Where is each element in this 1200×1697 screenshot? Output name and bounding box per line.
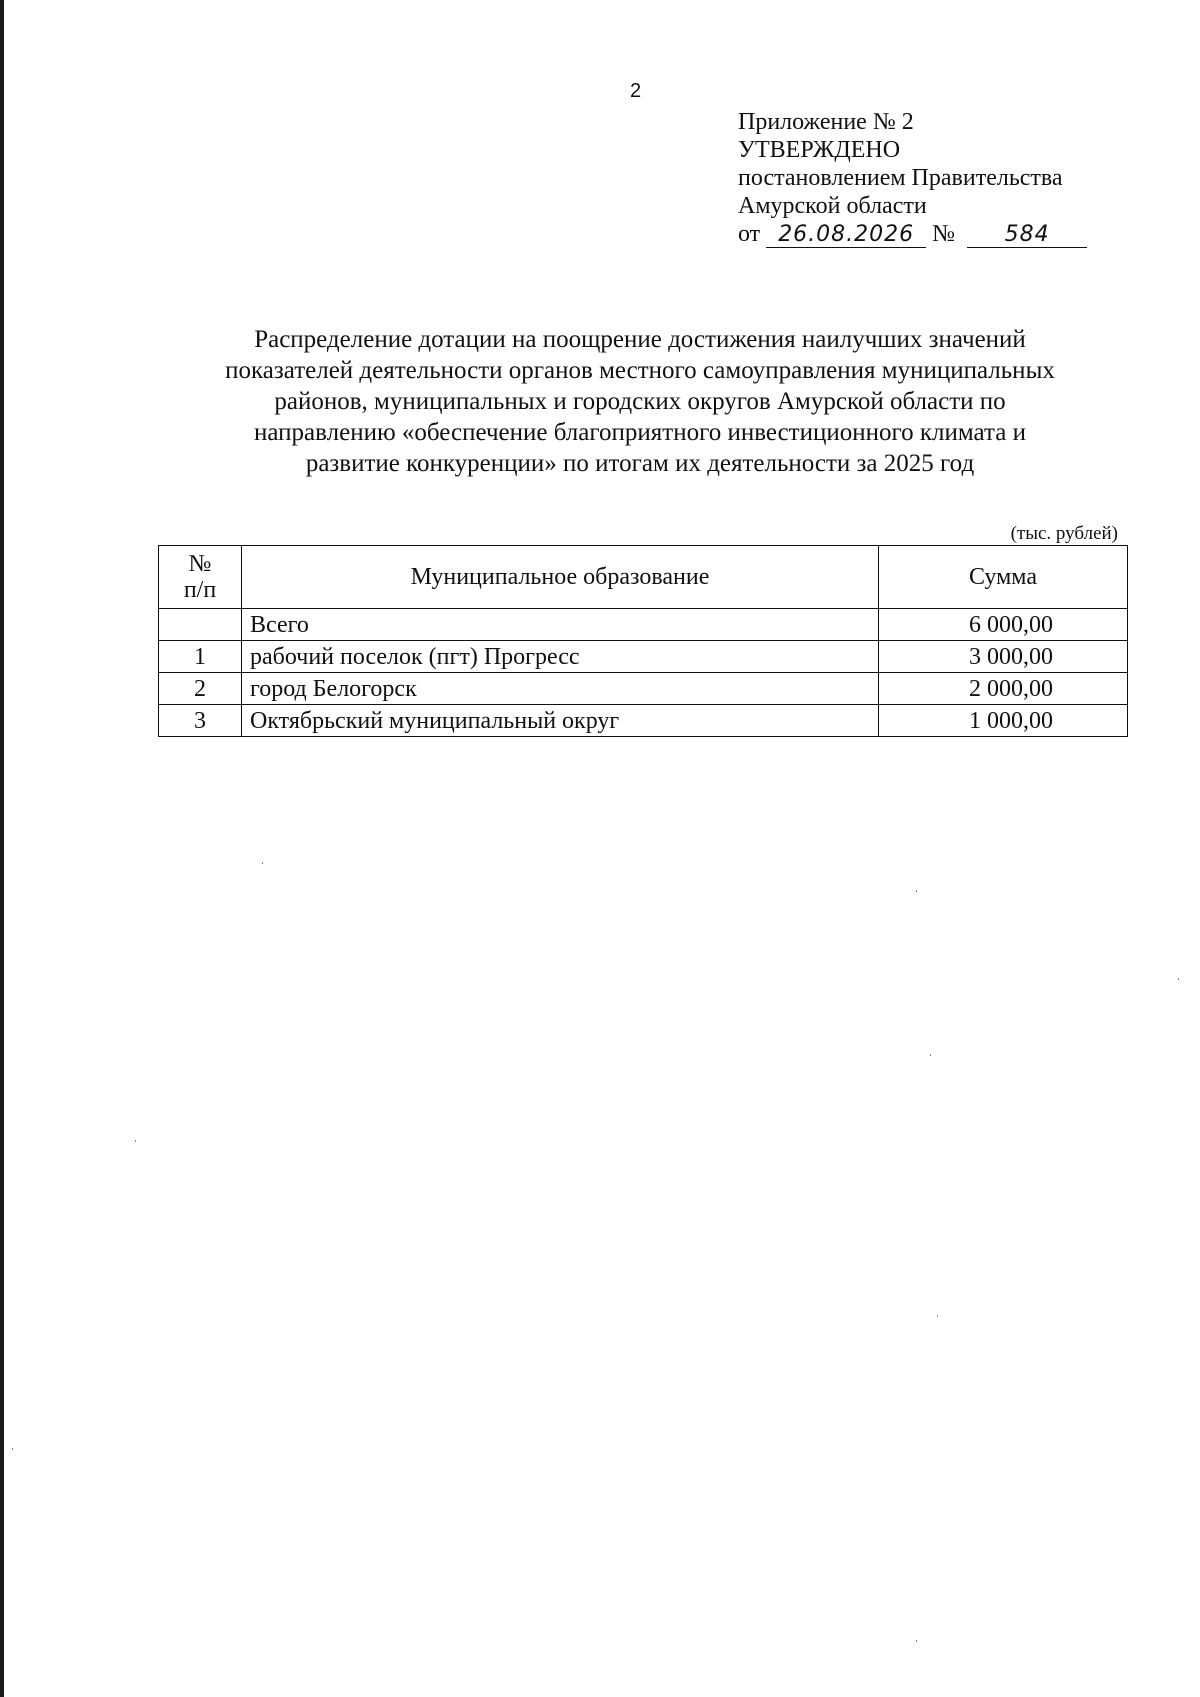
scan-speck xyxy=(937,1315,938,1317)
row-municipality: рабочий поселок (пгт) Прогресс xyxy=(242,641,879,673)
header-sum: Сумма xyxy=(879,546,1128,609)
number-prefix: № xyxy=(932,221,956,247)
row-municipality: город Белогорск xyxy=(242,673,879,705)
appendix-label: Приложение № 2 xyxy=(738,109,914,135)
row-sum: 3 000,00 xyxy=(879,641,1128,673)
decree-date: 26.08.2026 xyxy=(766,223,926,248)
row-number: 1 xyxy=(159,641,242,673)
approval-block xyxy=(738,108,1098,248)
title-line: развитие конкуренции» по итогам их деятельности за 2025 год xyxy=(305,450,975,477)
table-row xyxy=(159,641,1128,673)
title-line: Распределение дотации на поощрение достижения наилучших значений xyxy=(254,326,1026,353)
scan-speck xyxy=(1178,978,1179,980)
header-municipality: Муниципальное образование xyxy=(242,546,879,609)
header-number-sign: № xyxy=(188,551,212,577)
table-row xyxy=(159,673,1128,705)
decree-label: постановлением Правительства xyxy=(738,165,1063,191)
table-header-row xyxy=(159,546,1128,609)
row-municipality: Всего xyxy=(242,609,879,641)
page-number: 2 xyxy=(630,80,642,102)
approved-label: УТВЕРЖДЕНО xyxy=(738,137,901,163)
date-prefix: от xyxy=(738,221,761,247)
table-row-total xyxy=(159,609,1128,641)
scan-speck xyxy=(930,1054,931,1056)
row-number: 3 xyxy=(159,705,242,737)
row-municipality: Октябрьский муниципальный округ xyxy=(242,705,879,737)
scan-edge xyxy=(0,0,4,1697)
region-label: Амурской области xyxy=(738,193,927,219)
document-title xyxy=(150,324,1130,479)
row-sum: 1 000,00 xyxy=(879,705,1128,737)
scan-speck xyxy=(916,890,917,892)
distribution-table xyxy=(158,545,1128,737)
title-line: направлению «обеспечение благоприятного инвестиционного климата и xyxy=(254,419,1026,446)
scan-speck xyxy=(135,1140,136,1142)
scan-speck xyxy=(12,1448,13,1450)
scan-speck xyxy=(262,862,263,864)
table-row xyxy=(159,705,1128,737)
title-line: районов, муниципальных и городских округов Амурской области по xyxy=(274,388,1006,415)
row-number: 2 xyxy=(159,673,242,705)
title-line: показателей деятельности органов местного самоуправления муниципальных xyxy=(225,357,1055,384)
row-sum: 6 000,00 xyxy=(879,609,1128,641)
row-number xyxy=(159,609,242,641)
decree-number: 584 xyxy=(967,223,1087,248)
decree-date-line xyxy=(738,220,1098,248)
scan-speck xyxy=(916,1640,917,1642)
header-number-abbr: п/п xyxy=(183,577,217,603)
row-sum: 2 000,00 xyxy=(879,673,1128,705)
units-label: (тыс. рублей) xyxy=(1010,523,1118,544)
header-number xyxy=(159,546,242,609)
